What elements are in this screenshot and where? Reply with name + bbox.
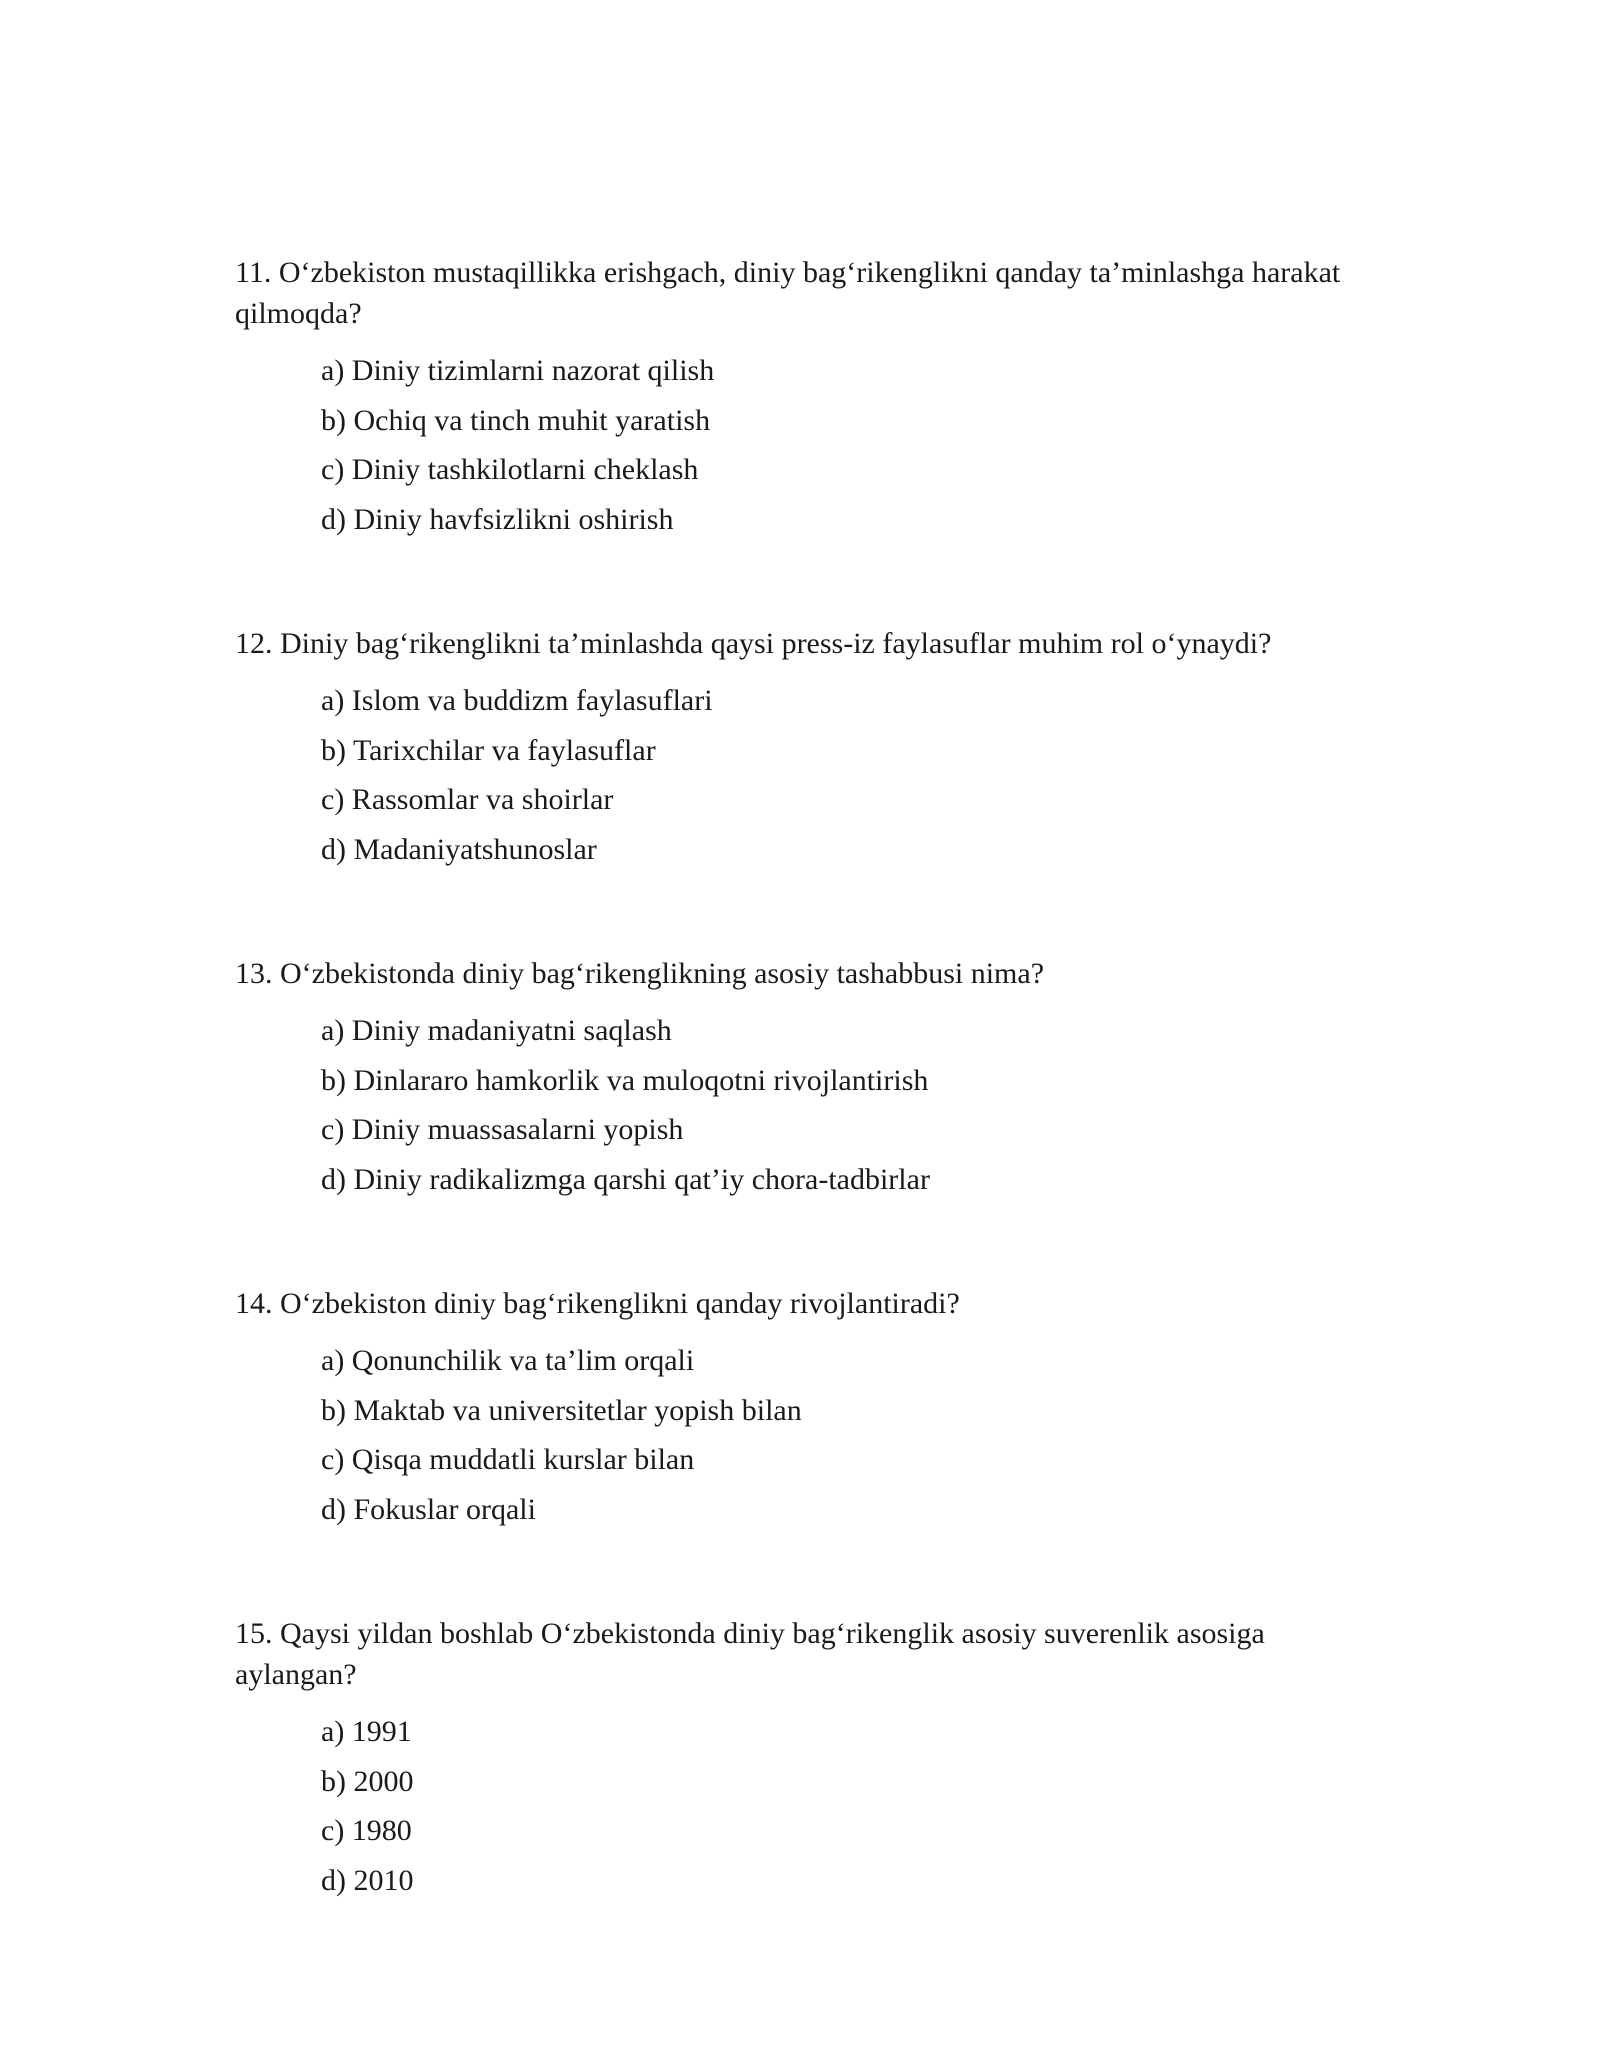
option-item: b) Maktab va universitetlar yopish bilan bbox=[321, 1393, 802, 1427]
question-block bbox=[235, 1283, 1355, 1534]
option-list bbox=[235, 346, 1355, 544]
option-list bbox=[235, 1707, 1355, 1905]
option-list bbox=[235, 1006, 1355, 1204]
option-item: a) 1991 bbox=[321, 1715, 412, 1748]
option-item: c) Diniy tashkilotlarni cheklash bbox=[321, 453, 699, 486]
question-block bbox=[235, 252, 1355, 544]
question-text: 15. Qaysi yildan boshlab O‘zbekistonda diniy bag‘rikenglik asosiy suverenlik asosiga aylangan? bbox=[235, 1617, 1265, 1691]
option-item: d) Fokuslar orqali bbox=[321, 1492, 536, 1526]
question-text: 13. O‘zbekistonda diniy bag‘rikenglikning asosiy tashabbusi nima? bbox=[235, 957, 1045, 990]
option-item: b) Dinlararo hamkorlik va muloqotni rivojlantirish bbox=[321, 1063, 929, 1097]
option-item: b) Tarixchilar va faylasuflar bbox=[321, 733, 656, 767]
option-item: c) Qisqa muddatli kurslar bilan bbox=[321, 1443, 695, 1476]
option-item: b) Ochiq va tinch muhit yaratish bbox=[321, 403, 711, 437]
question-block bbox=[235, 623, 1355, 874]
question-text: 11. O‘zbekiston mustaqillikka erishgach, diniy bag‘rikenglikni qanday ta’minlashga harakat qilmoqda? bbox=[235, 256, 1341, 330]
option-item: b) 2000 bbox=[321, 1764, 414, 1798]
question-block bbox=[235, 1613, 1355, 1905]
option-list bbox=[235, 676, 1355, 874]
question-list bbox=[235, 252, 1355, 1984]
option-item: d) 2010 bbox=[321, 1863, 414, 1897]
option-item: c) Diniy muassasalarni yopish bbox=[321, 1113, 684, 1146]
option-item: c) 1980 bbox=[321, 1814, 412, 1847]
option-item: a) Diniy madaniyatni saqlash bbox=[321, 1014, 672, 1047]
option-item: d) Madaniyatshunoslar bbox=[321, 832, 597, 866]
question-text: 12. Diniy bag‘rikenglikni ta’minlashda qaysi press-iz faylasuflar muhim rol o‘ynaydi? bbox=[235, 627, 1272, 660]
option-item: c) Rassomlar va shoirlar bbox=[321, 783, 614, 816]
question-block bbox=[235, 953, 1355, 1204]
option-item: a) Islom va buddizm faylasuflari bbox=[321, 684, 713, 717]
option-item: a) Qonunchilik va ta’lim orqali bbox=[321, 1344, 695, 1377]
question-text: 14. O‘zbekiston diniy bag‘rikenglikni qanday rivojlantiradi? bbox=[235, 1287, 960, 1320]
option-item: d) Diniy havfsizlikni oshirish bbox=[321, 502, 674, 536]
option-item: d) Diniy radikalizmga qarshi qat’iy chora-tadbirlar bbox=[321, 1162, 930, 1196]
option-item: a) Diniy tizimlarni nazorat qilish bbox=[321, 354, 715, 387]
option-list bbox=[235, 1336, 1355, 1534]
